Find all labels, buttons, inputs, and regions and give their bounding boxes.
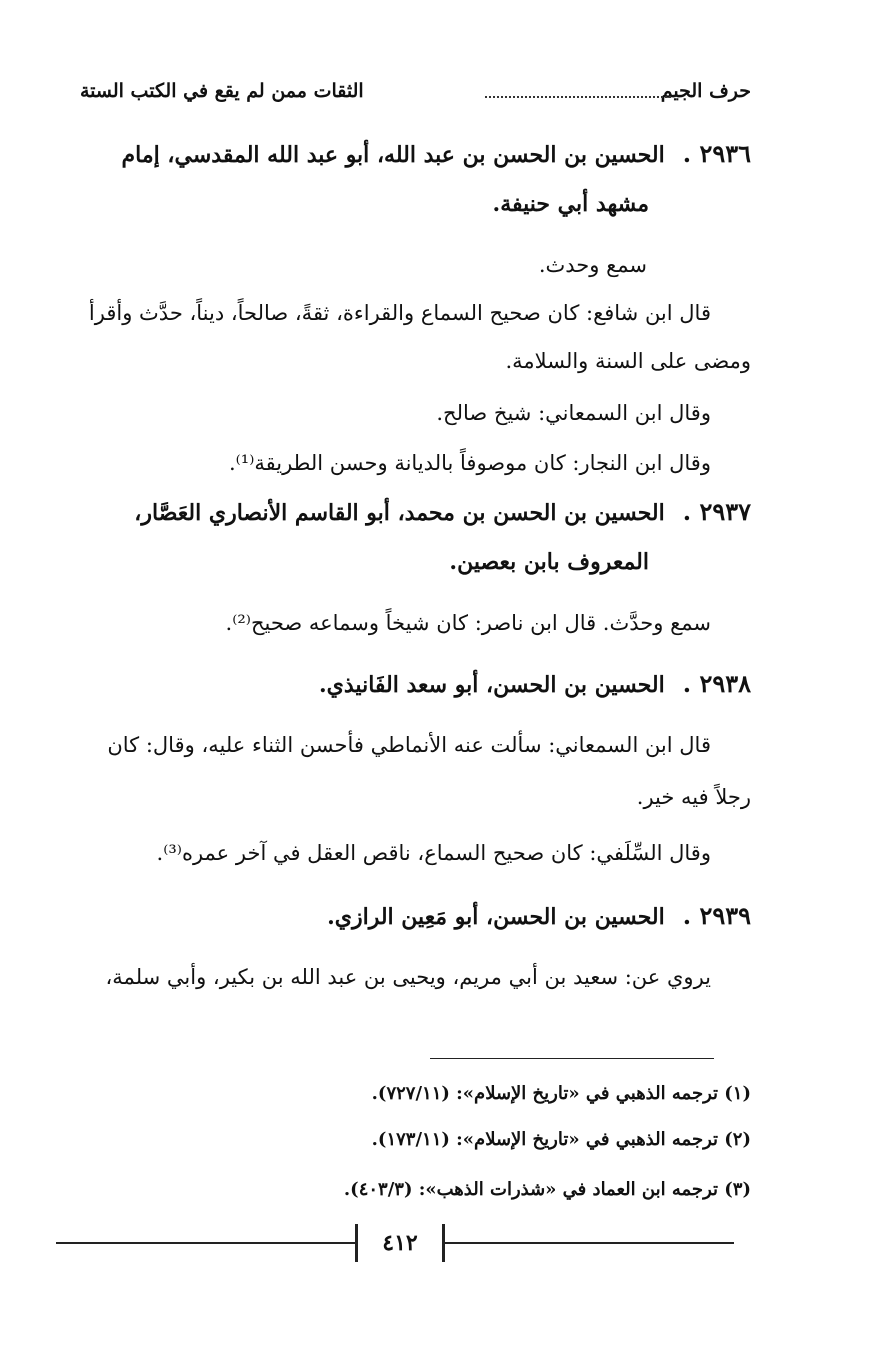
entry-number: ٢٩٣٩ . <box>682 901 751 930</box>
text-line: وقال ابن النجار: كان موصوفاً بالديانة وحسن الطريقة⁽¹⁾. <box>228 451 711 475</box>
entry-name: الحسين بن الحسن، أبو سعد الفَانيذي. <box>319 672 665 698</box>
header-book-title: الثقات ممن لم يقع في الكتب الستة <box>80 80 364 102</box>
text-line: قال ابن السمعاني: سألت عنه الأنماطي فأحسن الثناء عليه، وقال: كان <box>107 733 711 757</box>
header-letter: حرف الجيم <box>660 80 751 102</box>
entry-heading-continued <box>80 178 649 230</box>
entry-number: ٢٩٣٨ . <box>682 669 751 698</box>
text-line: يروي عن: سعيد بن أبي مريم، ويحيى بن عبد الله بن بكير، وأبي سلمة، <box>105 965 711 989</box>
entry-heading <box>80 890 751 943</box>
entry-heading <box>80 658 751 711</box>
footnote-separator <box>430 1058 714 1059</box>
entry-name: المعروف بابن بعصين. <box>449 549 649 575</box>
entry-name: مشهد أبي حنيفة. <box>492 191 649 217</box>
text-line: سمع وحدث. <box>538 253 647 277</box>
text-line: وقال السِّلَفي: كان صحيح السماع، ناقص العقل في آخر عمره⁽³⁾. <box>156 841 711 865</box>
text-line: قال ابن شافع: كان صحيح السماع والقراءة، ثقةً، صالحاً، ديناً، حدَّث وأقرأ <box>88 301 711 325</box>
entry-heading <box>80 128 751 181</box>
footnote: (٢) ترجمه الذهبي في «تاريخ الإسلام»: (١٧٣/١١). <box>371 1129 751 1150</box>
footnote: (٣) ترجمه ابن العماد في «شذرات الذهب»: (٤٠٣/٣). <box>343 1179 751 1200</box>
header-dotted-leader <box>485 84 671 98</box>
page-number: ٤١٢ <box>355 1224 445 1262</box>
text-line: وقال ابن السمعاني: شيخ صالح. <box>436 401 711 425</box>
running-header <box>80 76 751 106</box>
entry-name: الحسين بن الحسن بن عبد الله، أبو عبد الله المقدسي، إمام <box>121 142 665 168</box>
text-line: سمع وحدَّث. قال ابن ناصر: كان شيخاً وسماعه صحيح⁽²⁾. <box>225 611 711 635</box>
entry-name: الحسين بن الحسن بن محمد، أبو القاسم الأنصاري العَصَّار، <box>134 500 665 526</box>
entry-heading <box>80 486 751 539</box>
footnote: (١) ترجمه الذهبي في «تاريخ الإسلام»: (٧٢٧/١١). <box>371 1083 751 1104</box>
text-line: ومضى على السنة والسلامة. <box>505 349 751 373</box>
text-line: رجلاً فيه خير. <box>636 785 751 809</box>
entry-number: ٢٩٣٦ . <box>682 139 751 168</box>
entry-name: الحسين بن الحسن، أبو مَعِين الرازي. <box>327 904 665 930</box>
entry-heading-continued <box>80 536 649 588</box>
entry-number: ٢٩٣٧ . <box>682 497 751 526</box>
